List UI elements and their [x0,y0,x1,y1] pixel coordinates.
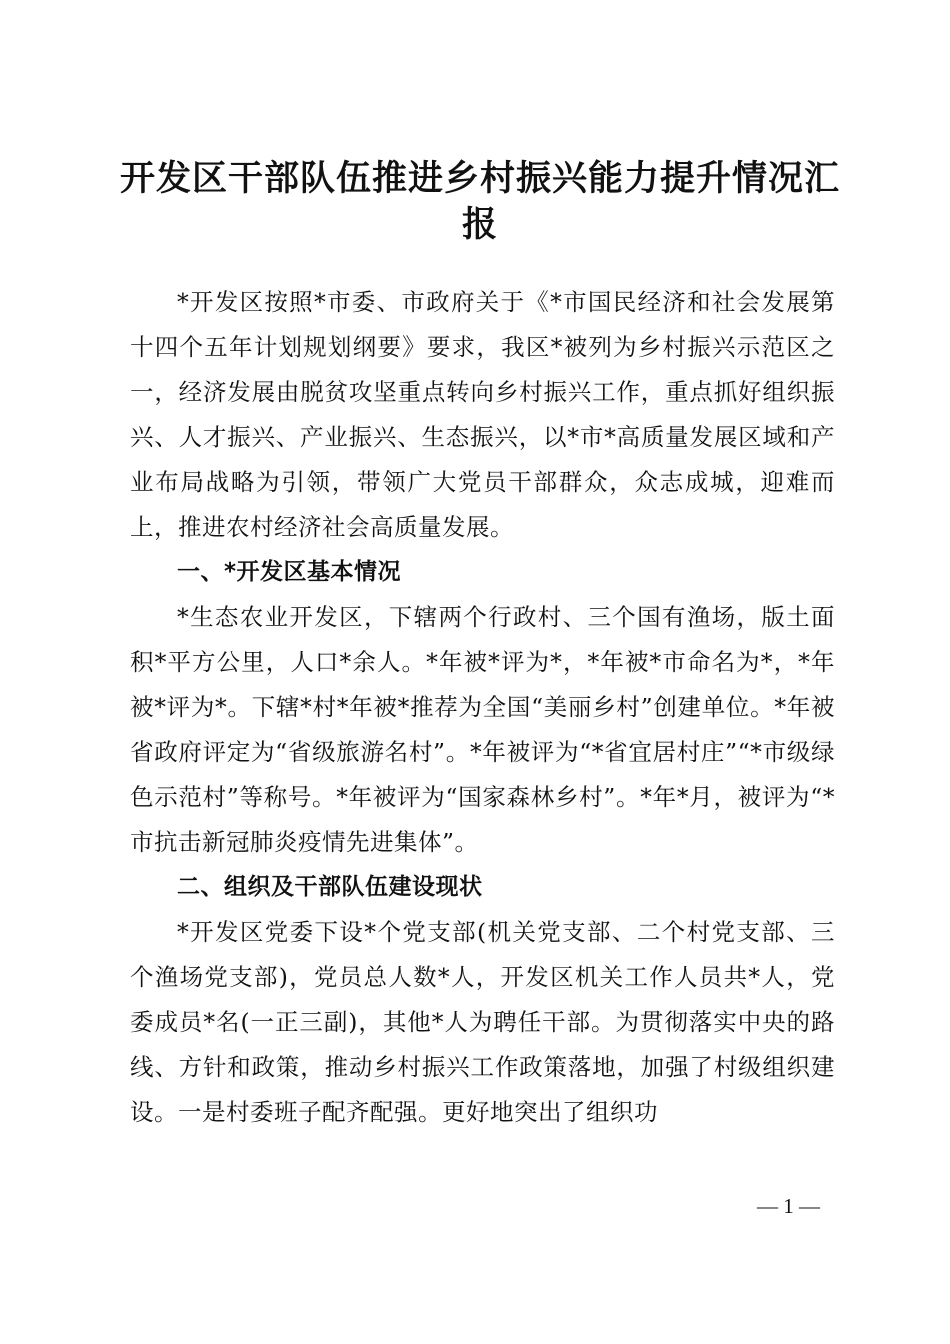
section-1-paragraph: *生态农业开发区，下辖两个行政村、三个国有渔场，版土面积*平方公里，人口*余人。*年被*评为*，*年被*市命名为*，*年被*评为*。下辖*村*年被*推荐为全国“美丽乡村”创建单位。*年被省政府评定为“省级旅游名村”。*年被评为“*省宜居村庄”“*市级绿色示范村”等称号。*年被评为“国家森林乡村”。*年*月，被评为“*市抗击新冠肺炎疫情先进集体”。 [130,603,835,856]
section-heading-2: 二、组织及干部队伍建设现状 [177,874,483,900]
document-body [130,280,835,1135]
page-number: — 1 — [757,1194,820,1218]
intro-paragraph: *开发区按照*市委、市政府关于《*市国民经济和社会发展第十四个五年计划规划纲要》要求，我区*被列为乡村振兴示范区之一，经济发展由脱贫攻坚重点转向乡村振兴工作，重点抓好组织振兴、人才振兴、产业振兴、生态振兴，以*市*高质量发展区域和产业布局战略为引领，带领广大党员干部群众，众志成城，迎难而上，推进农村经济社会高质量发展。 [130,288,835,541]
document-title: 开发区干部队伍推进乡村振兴能力提升情况汇报 [120,158,841,245]
section-2-paragraph: *开发区党委下设*个党支部(机关党支部、二个村党支部、三个渔场党支部)，党员总人数*人，开发区机关工作人员共*人，党委成员*名(一正三副)，其他*人为聘任干部。为贯彻落实中央的路线、方针和政策，推动乡村振兴工作政策落地，加强了村级组织建设。一是村委班子配齐配强。更好地突出了组织功 [130,918,835,1126]
section-heading-1: 一、*开发区基本情况 [177,559,402,585]
